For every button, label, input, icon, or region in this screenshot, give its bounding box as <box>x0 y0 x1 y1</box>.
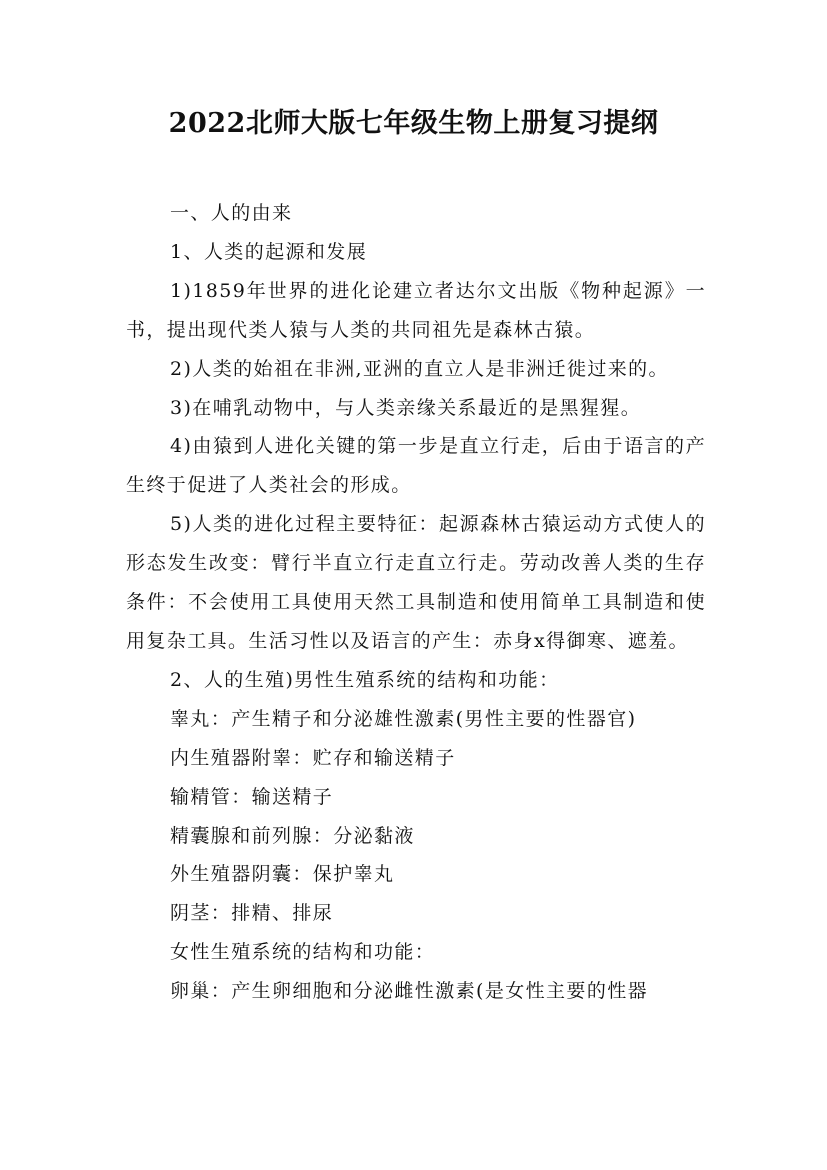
document-body <box>126 194 706 1011</box>
list-item: 卵巢：产生卵细胞和分泌雌性激素(是女性主要的性器 <box>170 980 649 1003</box>
list-item: 外生殖器阴囊：保护睾丸 <box>170 863 395 886</box>
paragraph-point-1: 1)1859年世界的进化论建立者达尔文出版《物种起源》一书，提出现代类人猿与人类的共同祖先是森林古猿。 <box>126 279 706 341</box>
paragraph-point-5: 5)人类的进化过程主要特征：起源森林古猿运动方式使人的形态发生改变：臂行半直立行走直立行走。劳动改善人类的生存条件：不会使用工具使用天然工具制造和使用简单工具制造和使用复杂工具。生活习性以及语言的产生：赤身x得御寒、遮羞。 <box>126 513 706 652</box>
heading-section-1: 一、人的由来 <box>170 202 293 224</box>
paragraph-point-4: 4)由猿到人进化关键的第一步是直立行走，后由于语言的产生终于促进了人类社会的形成。 <box>126 435 706 497</box>
list-item: 阴茎：排精、排尿 <box>170 902 334 925</box>
list-item: 女性生殖系统的结构和功能： <box>170 941 436 964</box>
heading-subsection-1: 1、人类的起源和发展 <box>170 240 368 263</box>
list-item: 内生殖器附睾：贮存和输送精子 <box>170 746 456 769</box>
list-item: 睾丸：产生精子和分泌雄性激素(男性主要的性器官) <box>170 707 637 730</box>
paragraph-point-3: 3)在哺乳动物中，与人类亲缘关系最近的是黑猩猩。 <box>170 396 642 419</box>
list-item: 精囊腺和前列腺：分泌黏液 <box>170 824 415 847</box>
list-item: 输精管：输送精子 <box>170 785 334 808</box>
document-title: 2022北师大版七年级生物上册复习提纲 <box>168 108 659 139</box>
heading-subsection-2: 2、人的生殖)男性生殖系统的结构和功能： <box>170 668 560 691</box>
paragraph-point-2: 2)人类的始祖在非洲,亚洲的直立人是非洲迁徙过来的。 <box>170 357 669 380</box>
